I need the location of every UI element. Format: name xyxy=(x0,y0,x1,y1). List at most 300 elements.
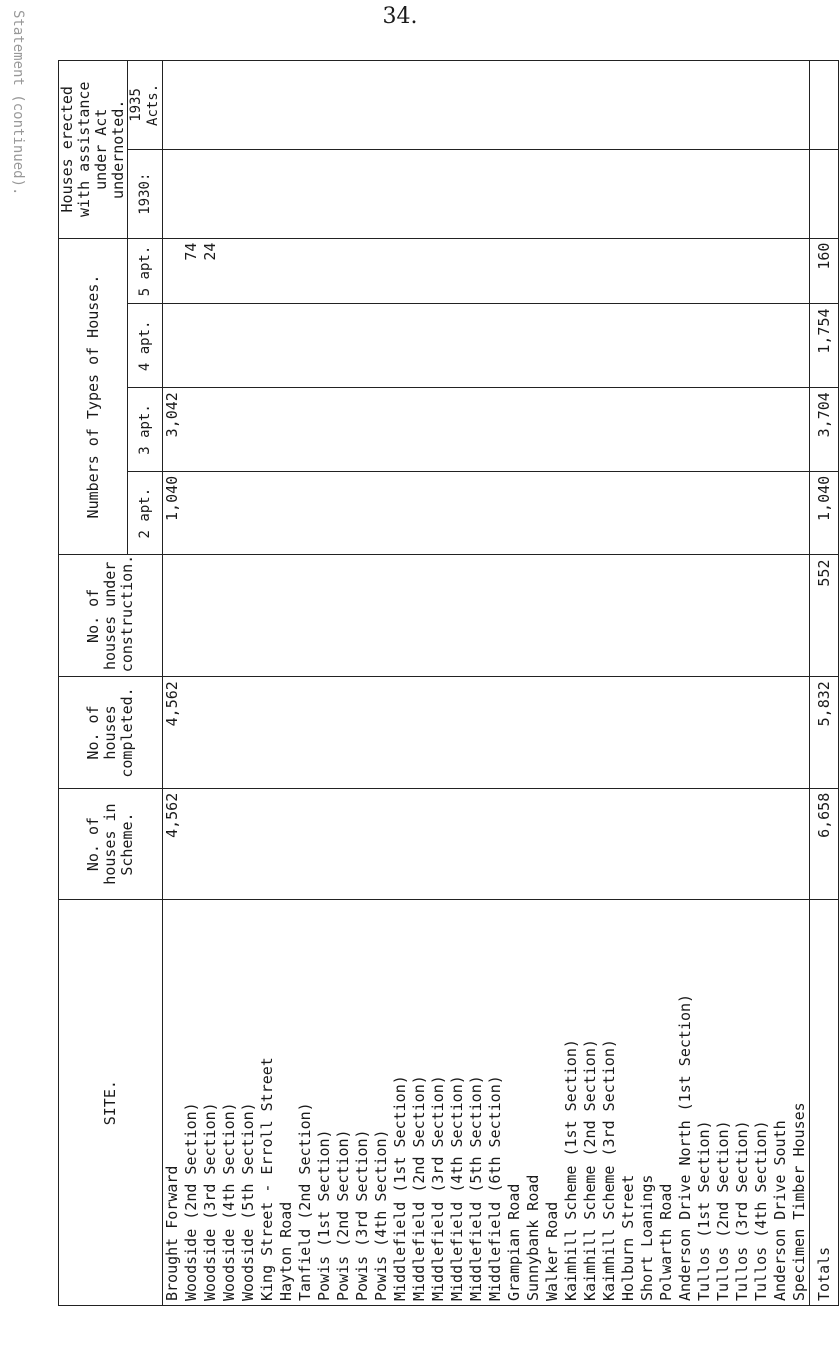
cell-a1935 xyxy=(277,61,296,150)
table-row xyxy=(296,61,315,1306)
cell-t5 xyxy=(638,238,657,304)
cell-completed xyxy=(543,677,562,789)
table-row xyxy=(277,61,296,1306)
cell-t3 xyxy=(410,388,429,472)
cell-t5 xyxy=(410,238,429,304)
cell-t2 xyxy=(714,471,733,555)
cell-construction xyxy=(277,555,296,677)
cell-t2 xyxy=(733,471,752,555)
cell-t2 xyxy=(410,471,429,555)
cell-site: Brought Forward xyxy=(163,900,183,1306)
cell-a1935 xyxy=(790,61,810,150)
cell-scheme xyxy=(372,788,391,900)
col-header-4apt: 4 apt. xyxy=(128,304,163,388)
table-row xyxy=(714,61,733,1306)
cell-t3 xyxy=(372,388,391,472)
cell-t2 xyxy=(752,471,771,555)
cell-t3 xyxy=(676,388,695,472)
cell-completed xyxy=(562,677,581,789)
cell-completed xyxy=(391,677,410,789)
cell-a1930 xyxy=(334,149,353,238)
cell-t3 xyxy=(505,388,524,472)
cell-t4 xyxy=(600,304,619,388)
cell-construction xyxy=(391,555,410,677)
cell-t5 xyxy=(543,238,562,304)
cell-completed xyxy=(410,677,429,789)
col-header-scheme: No. of houses in Scheme. xyxy=(59,788,163,900)
cell-construction xyxy=(638,555,657,677)
col-header-types: Numbers of Types of Houses. xyxy=(59,238,128,555)
cell-t3 xyxy=(486,388,505,472)
cell-a1930 xyxy=(695,149,714,238)
cell-site: Walker Road xyxy=(543,900,562,1306)
cell-t2 xyxy=(182,471,201,555)
cell-t2 xyxy=(429,471,448,555)
cell-t3 xyxy=(733,388,752,472)
cell-scheme xyxy=(410,788,429,900)
side-title: Statement (continued). xyxy=(10,10,26,196)
cell-construction xyxy=(657,555,676,677)
cell-scheme xyxy=(353,788,372,900)
table-head xyxy=(59,61,163,1306)
cell-t3 xyxy=(258,388,277,472)
cell-t3 xyxy=(239,388,258,472)
table-row xyxy=(315,61,334,1306)
cell-t5 xyxy=(353,238,372,304)
cell-site: Woodside (3rd Section) xyxy=(201,900,220,1306)
cell-scheme xyxy=(486,788,505,900)
cell-scheme xyxy=(182,788,201,900)
cell-t4 xyxy=(391,304,410,388)
cell-scheme xyxy=(752,788,771,900)
cell-t4 xyxy=(410,304,429,388)
cell-scheme xyxy=(524,788,543,900)
cell-construction xyxy=(524,555,543,677)
cell-construction xyxy=(220,555,239,677)
cell-a1935 xyxy=(353,61,372,150)
cell-t4 xyxy=(505,304,524,388)
cell-scheme xyxy=(220,788,239,900)
cell-t3 xyxy=(771,388,790,472)
cell-t2 xyxy=(353,471,372,555)
cell-t5 xyxy=(695,238,714,304)
cell-t4 xyxy=(619,304,638,388)
table-row xyxy=(638,61,657,1306)
cell-t2 xyxy=(315,471,334,555)
cell-a1935 xyxy=(372,61,391,150)
cell-a1930 xyxy=(277,149,296,238)
cell-a1935 xyxy=(676,61,695,150)
table-row xyxy=(258,61,277,1306)
cell-scheme xyxy=(562,788,581,900)
side-title-strip xyxy=(0,0,30,1346)
cell-site: Powis (1st Section) xyxy=(315,900,334,1306)
cell-a1930 xyxy=(543,149,562,238)
cell-scheme xyxy=(581,788,600,900)
table-row xyxy=(562,61,581,1306)
cell-t5 xyxy=(676,238,695,304)
cell-site: King Street - Erroll Street xyxy=(258,900,277,1306)
cell-t2 xyxy=(201,471,220,555)
col-header-1930: 1930: xyxy=(128,149,163,238)
cell-t4 xyxy=(448,304,467,388)
cell-a1930 xyxy=(619,149,638,238)
table-row xyxy=(676,61,695,1306)
cell-t4 xyxy=(486,304,505,388)
cell-a1935 xyxy=(714,61,733,150)
table-row xyxy=(733,61,752,1306)
cell-t5 xyxy=(790,238,810,304)
cell-a1930 xyxy=(258,149,277,238)
cell-t2 xyxy=(581,471,600,555)
cell-t3 xyxy=(524,388,543,472)
cell-a1935 xyxy=(258,61,277,150)
cell-a1935 xyxy=(429,61,448,150)
cell-t5 xyxy=(391,238,410,304)
cell-t5: 74 xyxy=(182,238,201,304)
cell-t3 xyxy=(391,388,410,472)
cell-t4 xyxy=(752,304,771,388)
cell-t5 xyxy=(752,238,771,304)
cell-completed xyxy=(182,677,201,789)
table-row xyxy=(353,61,372,1306)
cell-a1930 xyxy=(429,149,448,238)
cell-construction xyxy=(543,555,562,677)
cell-completed xyxy=(315,677,334,789)
cell-site: Sunnybank Road xyxy=(524,900,543,1306)
cell-site: Woodside (5th Section) xyxy=(239,900,258,1306)
cell-site: Short Loanings xyxy=(638,900,657,1306)
cell-site: Tullos (2nd Section) xyxy=(714,900,733,1306)
col-header-5apt: 5 apt. xyxy=(128,238,163,304)
cell-a1930 xyxy=(372,149,391,238)
cell-t3: 3,042 xyxy=(163,388,183,472)
cell-completed xyxy=(752,677,771,789)
cell-a1935 xyxy=(638,61,657,150)
cell-t2 xyxy=(505,471,524,555)
cell-site: Kaimhill Scheme (3rd Section) xyxy=(600,900,619,1306)
cell-a1930 xyxy=(239,149,258,238)
cell-a1935 xyxy=(581,61,600,150)
cell-t2 xyxy=(372,471,391,555)
cell-t2 xyxy=(638,471,657,555)
cell-a1930 xyxy=(410,149,429,238)
cell-scheme xyxy=(315,788,334,900)
cell-scheme xyxy=(467,788,486,900)
table-row xyxy=(391,61,410,1306)
cell-t3 xyxy=(581,388,600,472)
cell-construction xyxy=(619,555,638,677)
cell-t2 xyxy=(600,471,619,555)
cell-scheme xyxy=(239,788,258,900)
cell-a1935 xyxy=(201,61,220,150)
housing-statement-table xyxy=(58,60,839,1306)
totals-construction: 552 xyxy=(810,555,839,677)
cell-a1935 xyxy=(467,61,486,150)
cell-scheme xyxy=(771,788,790,900)
cell-completed xyxy=(771,677,790,789)
cell-scheme: 4,562 xyxy=(163,788,183,900)
cell-a1935 xyxy=(182,61,201,150)
totals-1930 xyxy=(810,149,839,238)
cell-t4 xyxy=(676,304,695,388)
cell-t2 xyxy=(391,471,410,555)
cell-a1930 xyxy=(486,149,505,238)
cell-t5 xyxy=(220,238,239,304)
cell-t2 xyxy=(467,471,486,555)
totals-5apt: 160 xyxy=(810,238,839,304)
col-header-1935: 1935 Acts. xyxy=(128,61,163,150)
cell-a1930 xyxy=(296,149,315,238)
cell-site: Holburn Street xyxy=(619,900,638,1306)
cell-a1930 xyxy=(201,149,220,238)
cell-a1935 xyxy=(220,61,239,150)
cell-t4 xyxy=(353,304,372,388)
cell-t5 xyxy=(163,238,183,304)
cell-a1935 xyxy=(410,61,429,150)
cell-a1935 xyxy=(695,61,714,150)
cell-completed xyxy=(277,677,296,789)
cell-t3 xyxy=(353,388,372,472)
cell-t3 xyxy=(657,388,676,472)
cell-t5 xyxy=(448,238,467,304)
cell-construction xyxy=(752,555,771,677)
cell-site: Middlefield (2nd Section) xyxy=(410,900,429,1306)
cell-construction xyxy=(201,555,220,677)
cell-t3 xyxy=(448,388,467,472)
cell-a1935 xyxy=(296,61,315,150)
table-row xyxy=(619,61,638,1306)
cell-completed xyxy=(638,677,657,789)
cell-site: Tullos (4th Section) xyxy=(752,900,771,1306)
cell-a1935 xyxy=(771,61,790,150)
cell-construction xyxy=(733,555,752,677)
cell-scheme xyxy=(334,788,353,900)
cell-t5 xyxy=(733,238,752,304)
cell-a1930 xyxy=(163,149,183,238)
table-row xyxy=(524,61,543,1306)
cell-t4 xyxy=(239,304,258,388)
cell-a1935 xyxy=(733,61,752,150)
cell-t4 xyxy=(372,304,391,388)
cell-scheme xyxy=(600,788,619,900)
cell-completed xyxy=(258,677,277,789)
cell-a1935 xyxy=(239,61,258,150)
cell-site: Tullos (3rd Section) xyxy=(733,900,752,1306)
cell-site: Anderson Drive North (1st Section) xyxy=(676,900,695,1306)
cell-completed xyxy=(600,677,619,789)
cell-completed xyxy=(695,677,714,789)
table-row xyxy=(239,61,258,1306)
cell-completed xyxy=(733,677,752,789)
table-row xyxy=(543,61,562,1306)
cell-site: Middlefield (3rd Section) xyxy=(429,900,448,1306)
cell-completed xyxy=(467,677,486,789)
cell-construction xyxy=(334,555,353,677)
cell-construction xyxy=(676,555,695,677)
cell-t5 xyxy=(619,238,638,304)
cell-completed xyxy=(790,677,810,789)
cell-scheme xyxy=(296,788,315,900)
cell-construction xyxy=(448,555,467,677)
cell-a1930 xyxy=(790,149,810,238)
cell-t3 xyxy=(790,388,810,472)
cell-construction xyxy=(372,555,391,677)
cell-construction xyxy=(505,555,524,677)
cell-t4 xyxy=(524,304,543,388)
col-header-completed: No. of houses completed. xyxy=(59,677,163,789)
cell-construction xyxy=(771,555,790,677)
cell-a1935 xyxy=(562,61,581,150)
cell-t5 xyxy=(505,238,524,304)
cell-a1935 xyxy=(163,61,183,150)
cell-t2 xyxy=(239,471,258,555)
cell-a1930 xyxy=(505,149,524,238)
cell-t4 xyxy=(714,304,733,388)
cell-construction xyxy=(410,555,429,677)
cell-t5 xyxy=(372,238,391,304)
cell-a1930 xyxy=(562,149,581,238)
cell-t4 xyxy=(543,304,562,388)
cell-scheme xyxy=(619,788,638,900)
table-row xyxy=(163,61,183,1306)
cell-t5 xyxy=(486,238,505,304)
cell-t2 xyxy=(676,471,695,555)
cell-a1935 xyxy=(486,61,505,150)
cell-t5 xyxy=(562,238,581,304)
cell-site: Middlefield (4th Section) xyxy=(448,900,467,1306)
table-row xyxy=(657,61,676,1306)
col-header-2apt: 2 apt. xyxy=(128,471,163,555)
cell-a1930 xyxy=(391,149,410,238)
cell-completed xyxy=(486,677,505,789)
cell-a1935 xyxy=(752,61,771,150)
cell-t2 xyxy=(258,471,277,555)
cell-construction xyxy=(429,555,448,677)
cell-t5 xyxy=(277,238,296,304)
cell-construction xyxy=(163,555,183,677)
col-header-site: SITE. xyxy=(59,900,163,1306)
cell-construction xyxy=(600,555,619,677)
cell-scheme xyxy=(277,788,296,900)
cell-t3 xyxy=(619,388,638,472)
cell-t3 xyxy=(277,388,296,472)
cell-t3 xyxy=(714,388,733,472)
cell-site: Anderson Drive South xyxy=(771,900,790,1306)
cell-t3 xyxy=(315,388,334,472)
page-number: 34. xyxy=(382,4,418,29)
cell-site: Hayton Road xyxy=(277,900,296,1306)
cell-completed xyxy=(429,677,448,789)
totals-1935 xyxy=(810,61,839,150)
cell-construction xyxy=(562,555,581,677)
cell-t2 xyxy=(296,471,315,555)
cell-scheme xyxy=(448,788,467,900)
cell-t5 xyxy=(714,238,733,304)
cell-a1930 xyxy=(714,149,733,238)
table-row xyxy=(334,61,353,1306)
cell-completed xyxy=(353,677,372,789)
cell-scheme xyxy=(505,788,524,900)
cell-t4 xyxy=(315,304,334,388)
cell-t4 xyxy=(638,304,657,388)
cell-t4 xyxy=(258,304,277,388)
cell-t3 xyxy=(600,388,619,472)
cell-scheme xyxy=(733,788,752,900)
cell-t4 xyxy=(771,304,790,388)
cell-scheme xyxy=(391,788,410,900)
cell-site: Powis (3rd Section) xyxy=(353,900,372,1306)
cell-t4 xyxy=(277,304,296,388)
cell-site: Kaimhill Scheme (1st Section) xyxy=(562,900,581,1306)
cell-t4 xyxy=(733,304,752,388)
cell-scheme xyxy=(258,788,277,900)
cell-t3 xyxy=(543,388,562,472)
cell-t3 xyxy=(201,388,220,472)
cell-scheme xyxy=(657,788,676,900)
cell-t3 xyxy=(752,388,771,472)
cell-a1930 xyxy=(733,149,752,238)
cell-t4 xyxy=(581,304,600,388)
totals-completed: 5,832 xyxy=(810,677,839,789)
cell-t5 xyxy=(600,238,619,304)
cell-t3 xyxy=(220,388,239,472)
cell-a1930 xyxy=(771,149,790,238)
cell-site: Tullos (1st Section) xyxy=(695,900,714,1306)
cell-t4 xyxy=(163,304,183,388)
cell-scheme xyxy=(695,788,714,900)
cell-completed xyxy=(296,677,315,789)
cell-t3 xyxy=(429,388,448,472)
cell-a1930 xyxy=(182,149,201,238)
cell-site: Middlefield (6th Section) xyxy=(486,900,505,1306)
table-body xyxy=(163,61,810,1306)
cell-t5 xyxy=(296,238,315,304)
cell-t4 xyxy=(562,304,581,388)
cell-construction xyxy=(182,555,201,677)
table-row xyxy=(486,61,505,1306)
cell-a1935 xyxy=(657,61,676,150)
cell-site: Tanfield (2nd Section) xyxy=(296,900,315,1306)
cell-construction xyxy=(467,555,486,677)
cell-construction xyxy=(695,555,714,677)
cell-t2 xyxy=(277,471,296,555)
cell-completed xyxy=(619,677,638,789)
cell-completed xyxy=(657,677,676,789)
col-header-acts: Houses erected with assistance under Act undernoted. xyxy=(59,61,128,239)
cell-scheme xyxy=(790,788,810,900)
cell-site: Middlefield (5th Section) xyxy=(467,900,486,1306)
cell-a1930 xyxy=(353,149,372,238)
cell-t5 xyxy=(258,238,277,304)
cell-a1930 xyxy=(220,149,239,238)
cell-a1935 xyxy=(543,61,562,150)
cell-a1930 xyxy=(448,149,467,238)
cell-t5 xyxy=(334,238,353,304)
cell-site: Woodside (4th Section) xyxy=(220,900,239,1306)
cell-t4 xyxy=(182,304,201,388)
totals-label: Totals xyxy=(810,900,839,1306)
cell-t2 xyxy=(220,471,239,555)
cell-completed xyxy=(220,677,239,789)
cell-completed xyxy=(581,677,600,789)
cell-construction xyxy=(239,555,258,677)
col-header-construction: No. of houses under construction. xyxy=(59,555,163,677)
cell-a1930 xyxy=(524,149,543,238)
table-row xyxy=(505,61,524,1306)
cell-a1935 xyxy=(448,61,467,150)
cell-completed xyxy=(714,677,733,789)
